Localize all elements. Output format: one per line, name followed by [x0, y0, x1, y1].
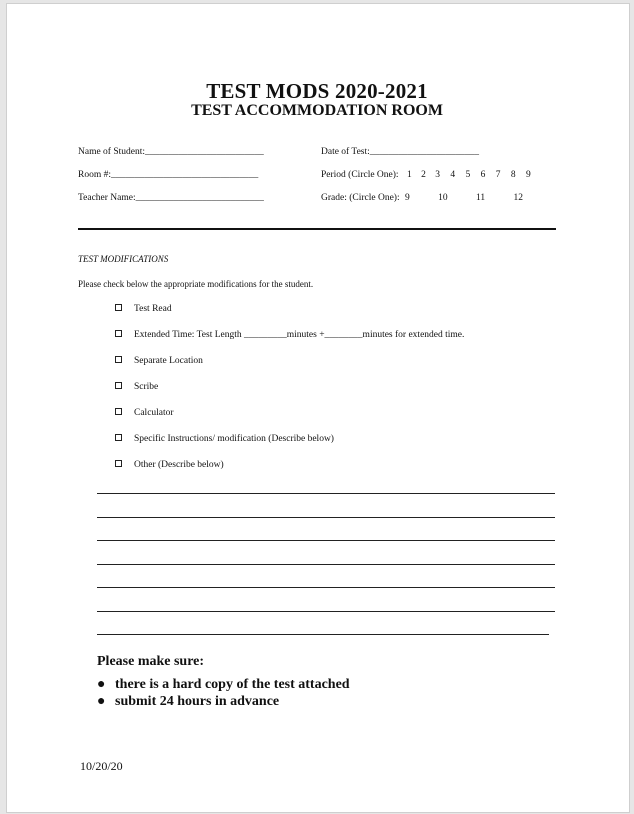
description-line[interactable]	[97, 587, 555, 588]
option-separate-location[interactable]	[115, 356, 203, 366]
checkbox-icon[interactable]	[115, 434, 122, 441]
checkbox-icon[interactable]	[115, 408, 122, 415]
header-divider	[78, 228, 556, 230]
teacher-name-field: Teacher Name:___________________________	[78, 193, 264, 203]
option-extended-time[interactable]	[115, 330, 464, 340]
instructions-text: Please check below the appropriate modifications for the student.	[78, 279, 314, 289]
option-label: Test Read	[134, 304, 172, 314]
checkbox-icon[interactable]	[115, 356, 122, 363]
grade-field	[321, 193, 523, 203]
period-option-6: 6	[480, 170, 486, 180]
option-label: Calculator	[134, 408, 174, 418]
page-title: TEST MODS 2020-2021	[206, 79, 428, 103]
period-option-3: 3	[435, 170, 440, 180]
grade-option-9: 9	[404, 193, 410, 203]
period-option-8: 8	[510, 170, 516, 180]
option-specific-instructions[interactable]	[115, 434, 334, 444]
description-line[interactable]	[97, 611, 555, 612]
option-other[interactable]	[115, 460, 224, 470]
room-field: Room #:_______________________________	[78, 170, 259, 180]
period-option-2: 2	[421, 170, 426, 180]
student-name-field: Name of Student:_________________________	[78, 147, 264, 157]
period-option-7: 7	[495, 170, 501, 180]
option-label: Other (Describe below)	[134, 460, 224, 470]
period-option-9: 9	[525, 170, 531, 180]
option-label: Scribe	[134, 382, 159, 392]
option-label: Extended Time: Test Length _________minutes +________minutes for extended time.	[134, 330, 465, 340]
make-sure-heading: Please make sure:	[97, 654, 205, 669]
reminder-item	[97, 677, 350, 693]
option-label: Separate Location	[134, 356, 203, 366]
period-options	[401, 170, 531, 180]
date-of-test-field: Date of Test:_______________________	[321, 147, 480, 157]
reminder-text: submit 24 hours in advance	[115, 694, 280, 709]
period-option-5: 5	[465, 170, 471, 180]
option-calculator[interactable]	[115, 408, 174, 418]
option-test-read[interactable]	[115, 304, 172, 314]
option-label: Specific Instructions/ modification (Describe below)	[134, 434, 334, 444]
grade-option-10: 10	[438, 193, 448, 203]
grade-option-11: 11	[475, 193, 486, 203]
period-field	[321, 170, 531, 180]
grade-options	[402, 193, 523, 203]
section-heading: TEST MODIFICATIONS	[78, 254, 169, 264]
period-option-4: 4	[450, 170, 456, 180]
description-line[interactable]	[97, 493, 555, 494]
grade-option-12: 12	[513, 193, 524, 203]
period-option-1: 1	[406, 170, 412, 180]
checkbox-icon[interactable]	[115, 330, 122, 337]
bullet-dot-icon: ●	[97, 694, 106, 709]
period-label: Period (Circle One):	[321, 170, 399, 180]
reminder-text: there is a hard copy of the test attached	[115, 677, 350, 692]
bullet-dot-icon: ●	[97, 677, 106, 692]
option-scribe[interactable]	[115, 382, 158, 392]
document-date: 10/20/20	[80, 759, 123, 773]
description-line[interactable]	[97, 540, 555, 541]
description-line[interactable]	[97, 634, 549, 635]
checkbox-icon[interactable]	[115, 382, 122, 389]
page-subtitle: TEST ACCOMMODATION ROOM	[191, 102, 443, 119]
checkbox-icon[interactable]	[115, 304, 122, 311]
description-line[interactable]	[97, 564, 555, 565]
description-line[interactable]	[97, 517, 555, 518]
reminder-item	[97, 694, 279, 710]
checkbox-icon[interactable]	[115, 460, 122, 467]
grade-label: Grade: (Circle One):	[321, 193, 400, 203]
